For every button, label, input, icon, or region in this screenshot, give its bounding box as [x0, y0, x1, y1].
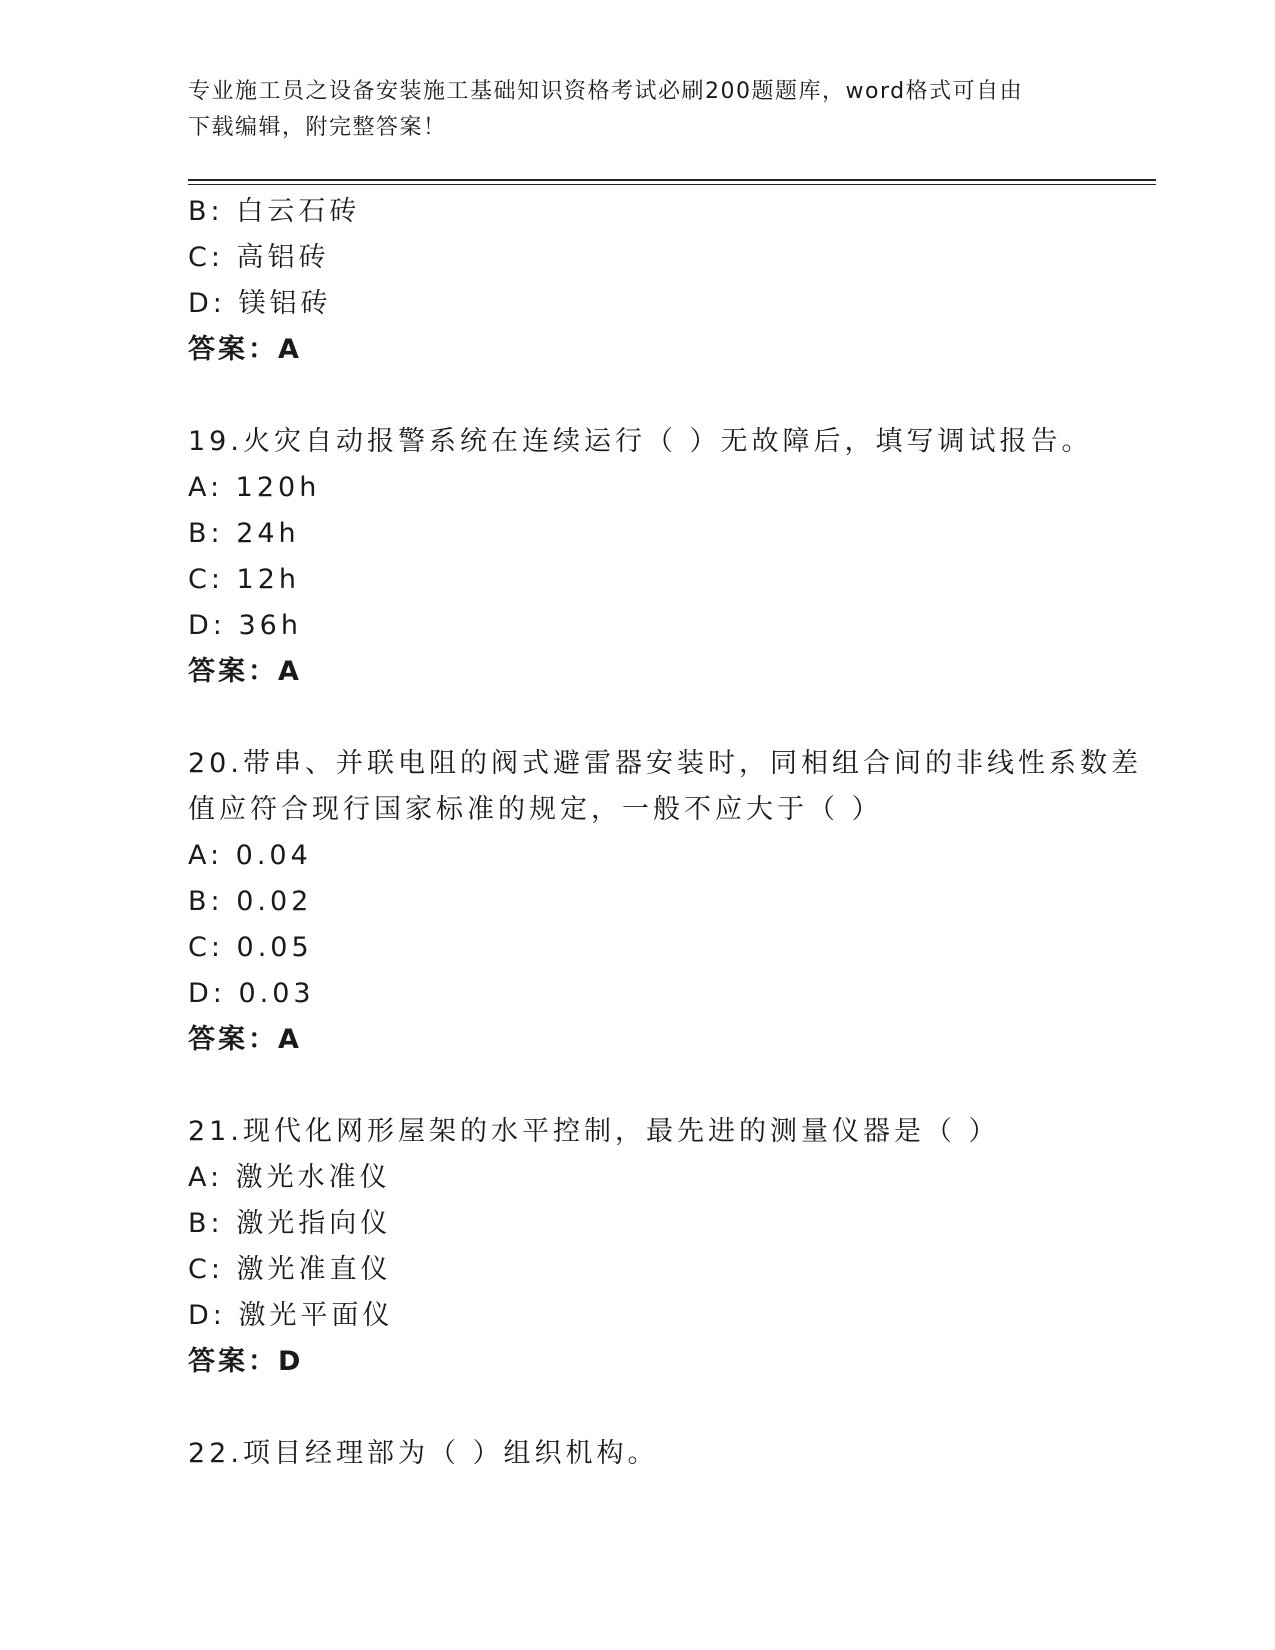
answer-line: 答案：A: [188, 334, 302, 365]
option-d: D: 36h: [188, 610, 302, 641]
option-c: C: 激光准直仪: [188, 1254, 392, 1285]
option-c: C: 高铝砖: [188, 242, 330, 273]
header-line-2: 下载编辑，附完整答案！: [188, 115, 447, 140]
answer-line: 答案：D: [188, 1346, 304, 1377]
question-text: 20.带串、并联电阻的阀式避雷器安装时，同相组合间的非线性系数差: [188, 748, 1142, 779]
question-text: 19.火灾自动报警系统在连续运行（ ）无故障后，填写调试报告。: [188, 426, 1093, 457]
option-c: C: 0.05: [188, 932, 313, 963]
question-22: [188, 1431, 1088, 1477]
option-b: B: 24h: [188, 518, 300, 549]
option-b: B: 激光指向仪: [188, 1208, 392, 1239]
option-a: A: 120h: [188, 472, 321, 503]
spacer: [188, 695, 1088, 741]
answer-line: 答案：A: [188, 1024, 302, 1055]
question-text: 21.现代化网形屋架的水平控制，最先进的测量仪器是（ ）: [188, 1116, 1000, 1147]
header-line-1: 专业施工员之设备安装施工基础知识资格考试必刷200题题库，word格式可自由: [188, 79, 1024, 104]
question-text-continued: 值应符合现行国家标准的规定，一般不应大于（ ）: [188, 794, 883, 825]
option-a: A: 0.04: [188, 840, 312, 871]
question-text: 22.项目经理部为（ ）组织机构。: [188, 1438, 659, 1469]
spacer: [188, 1063, 1088, 1109]
spacer: [188, 1385, 1088, 1431]
option-c: C: 12h: [188, 564, 301, 595]
question-20: [188, 741, 1142, 1063]
option-b: B: 白云石砖: [188, 196, 361, 227]
option-d: D: 激光平面仪: [188, 1300, 394, 1331]
option-d: D: 镁铝砖: [188, 288, 332, 319]
option-a: A: 激光水准仪: [188, 1162, 391, 1193]
carryover-question: [188, 189, 1088, 373]
header-divider-thick: [188, 179, 1156, 181]
document-header: [188, 74, 1088, 146]
question-21: [188, 1109, 1088, 1385]
answer-line: 答案：A: [188, 656, 302, 687]
option-d: D: 0.03: [188, 978, 315, 1009]
question-19: [188, 419, 1093, 695]
spacer: [188, 373, 1088, 419]
question-content: [188, 189, 1142, 1477]
option-b: B: 0.02: [188, 886, 313, 917]
header-divider-thin: [188, 184, 1156, 185]
